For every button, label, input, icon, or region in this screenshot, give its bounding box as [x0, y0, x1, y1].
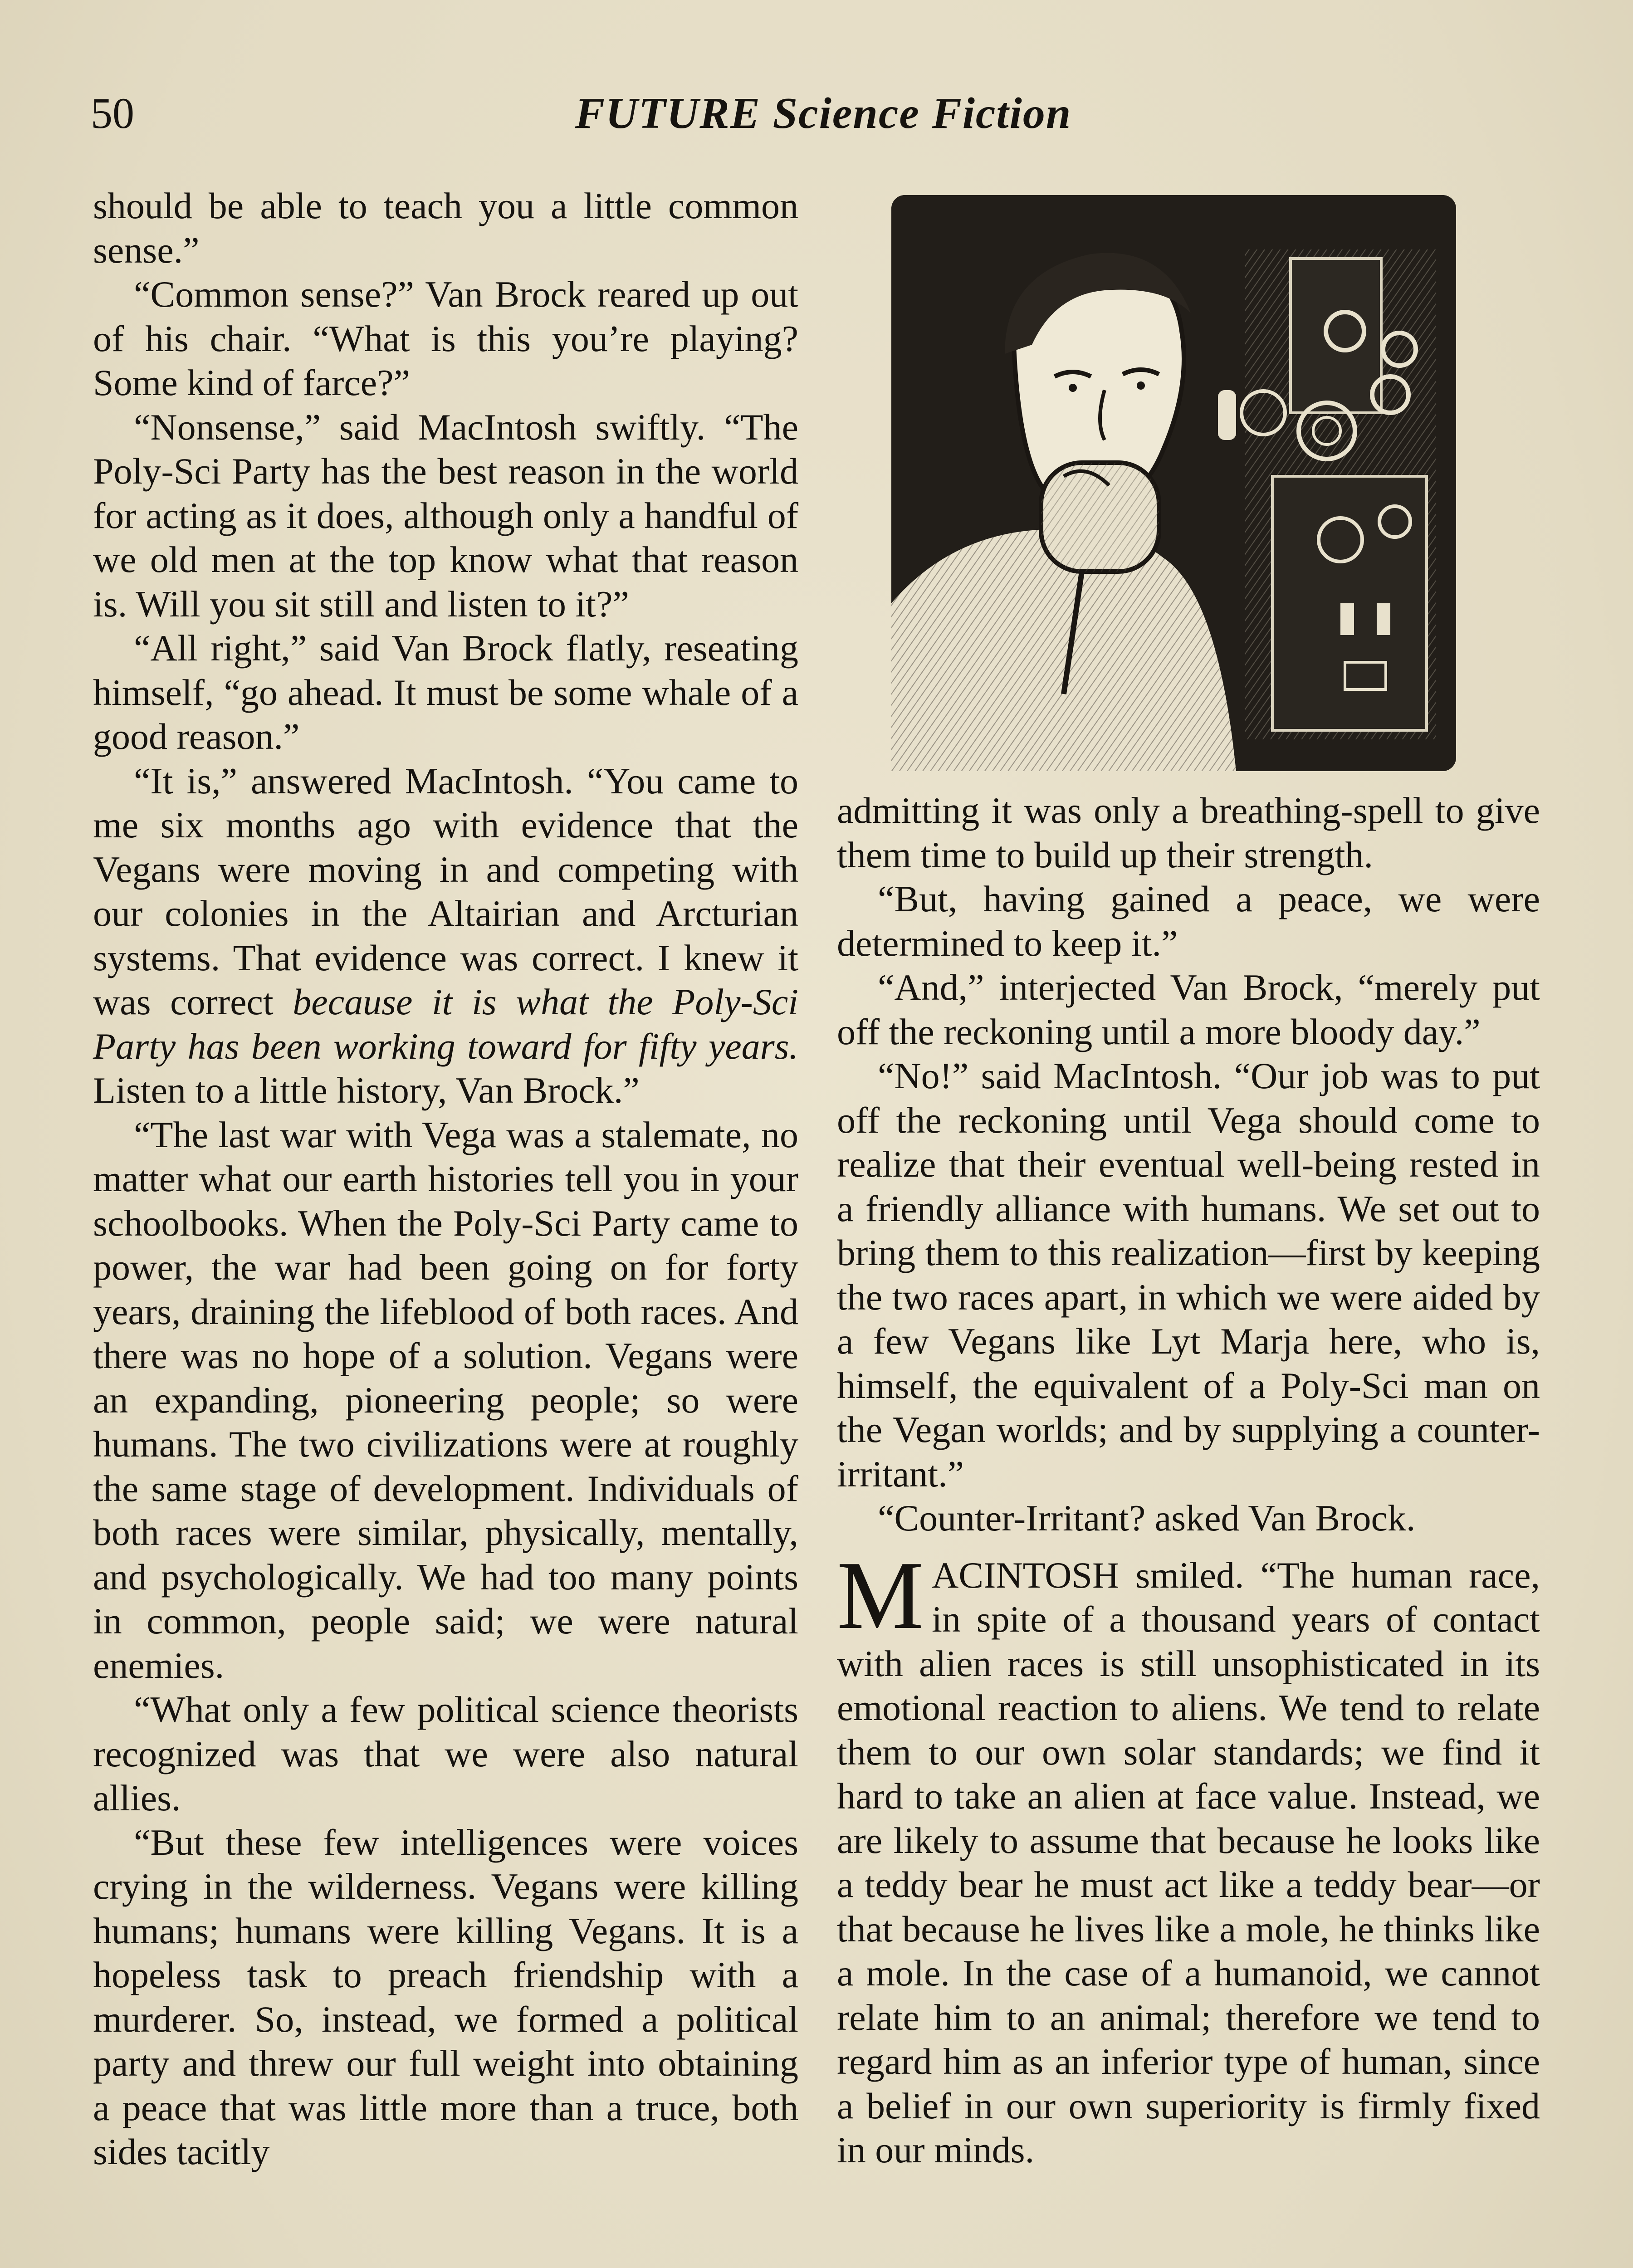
- illustration-drawing: [891, 195, 1456, 771]
- running-title: FUTURE Science Fiction: [575, 89, 1072, 138]
- paragraph-text: Listen to a little history, Van Brock.”: [93, 1070, 640, 1111]
- paragraph: “The last war with Vega was a stalemate, no matter what our earth histories tell you in your schoolbooks. When the Poly-Sci Party came to power, the war had been going on for forty years, draining the lifeblood of both races. And there was no hope of a solution. Vegans were an expanding, pioneering people; so were humans. The two civilizations were at roughly the same stage of development. Individuals of both races were similar, physically, mentally, and psychologically. We had too many points in common, people said; we were natural enemies.: [93, 1114, 798, 1686]
- drop-cap-letter: M: [837, 1540, 924, 1649]
- paragraph: “And,” interjected Van Brock, “merely put off the reckoning until a more bloody day.”: [837, 967, 1540, 1052]
- paragraph-text: ACINTOSH smiled. “The human race, in spite of a thousand years of contact with alien races is still unsophisticated in its emotional reaction to aliens. We tend to relate them to our own solar standards; we find it hard to take an alien at face value. Instead, we are likely to assume that because he looks like a teddy bear he must act like a teddy bear—or that because he lives like a mole, he thinks like a mole. In the case of a humanoid, we cannot relate him to an animal; therefore we tend to regard him as an inferior type of human, since a belief in our own superiority is firmly fixed in our minds.: [837, 1554, 1540, 2170]
- paragraph: “No!” said MacIntosh. “Our job was to put off the reckoning until Vega should come to realize that their eventual well-being rested in a friendly alliance with humans. We set out to bring them to this realization—first by keeping the two races apart, in which we were aided by a few Vegans like Lyt Marja here, who is, himself, the equivalent of a Poly-Sci man on the Vegan worlds; and by supplying a counter-irritant.”: [837, 1055, 1540, 1495]
- paragraph: should be able to teach you a little common sense.”: [93, 185, 798, 271]
- paragraph: admitting it was only a breathing-spell to give them time to build up their strength.: [837, 790, 1540, 875]
- page-header: [91, 86, 1556, 141]
- paragraph: “But these few intelligences were voices crying in the wilderness. Vegans were killing humans; humans were killing Vegans. It is a hopeless task to preach friendship with a murderer. So, instead, we formed a political party and threw our full weight into obtaining a peace that was little more than a truce, both sides tacitly: [93, 1821, 798, 2172]
- paragraph: “Common sense?” Van Brock reared up out of his chair. “What is this you’re playing? Some kind of farce?”: [93, 274, 798, 403]
- paragraph-text: “It is,” answered MacIntosh. “You came to me six months ago with evidence that the Vegans were moving in and competing with our colonies in the Altairian and Arcturian systems. That evidence was correct. I knew it was correct: [93, 760, 798, 1022]
- paragraph: “What only a few political science theorists recognized was that we were also natural allies.: [93, 1689, 798, 1818]
- paragraph: “All right,” said Van Brock flatly, reseating himself, “go ahead. It must be some whale of a good reason.”: [93, 627, 798, 757]
- paragraph: “Counter-Irritant? asked Van Brock.: [878, 1497, 1416, 1539]
- page-number: 50: [91, 89, 134, 137]
- right-column: [837, 788, 1540, 2172]
- left-column: [93, 184, 798, 2174]
- paragraph: “But, having gained a peace, we were determined to keep it.”: [837, 878, 1540, 964]
- dropcap-paragraph: [837, 1540, 1540, 2172]
- story-illustration: [891, 195, 1456, 771]
- emphasized-text: because it is what the Poly-Sci Party has been working toward for fifty years.: [93, 981, 799, 1067]
- paragraph: [93, 759, 798, 1113]
- paragraph: “Nonsense,” said MacIntosh swiftly. “The Poly-Sci Party has the best reason in the world for acting as it does, although only a handful of we old men at the top know what that reason is. Will you sit still and listen to it?”: [93, 406, 798, 625]
